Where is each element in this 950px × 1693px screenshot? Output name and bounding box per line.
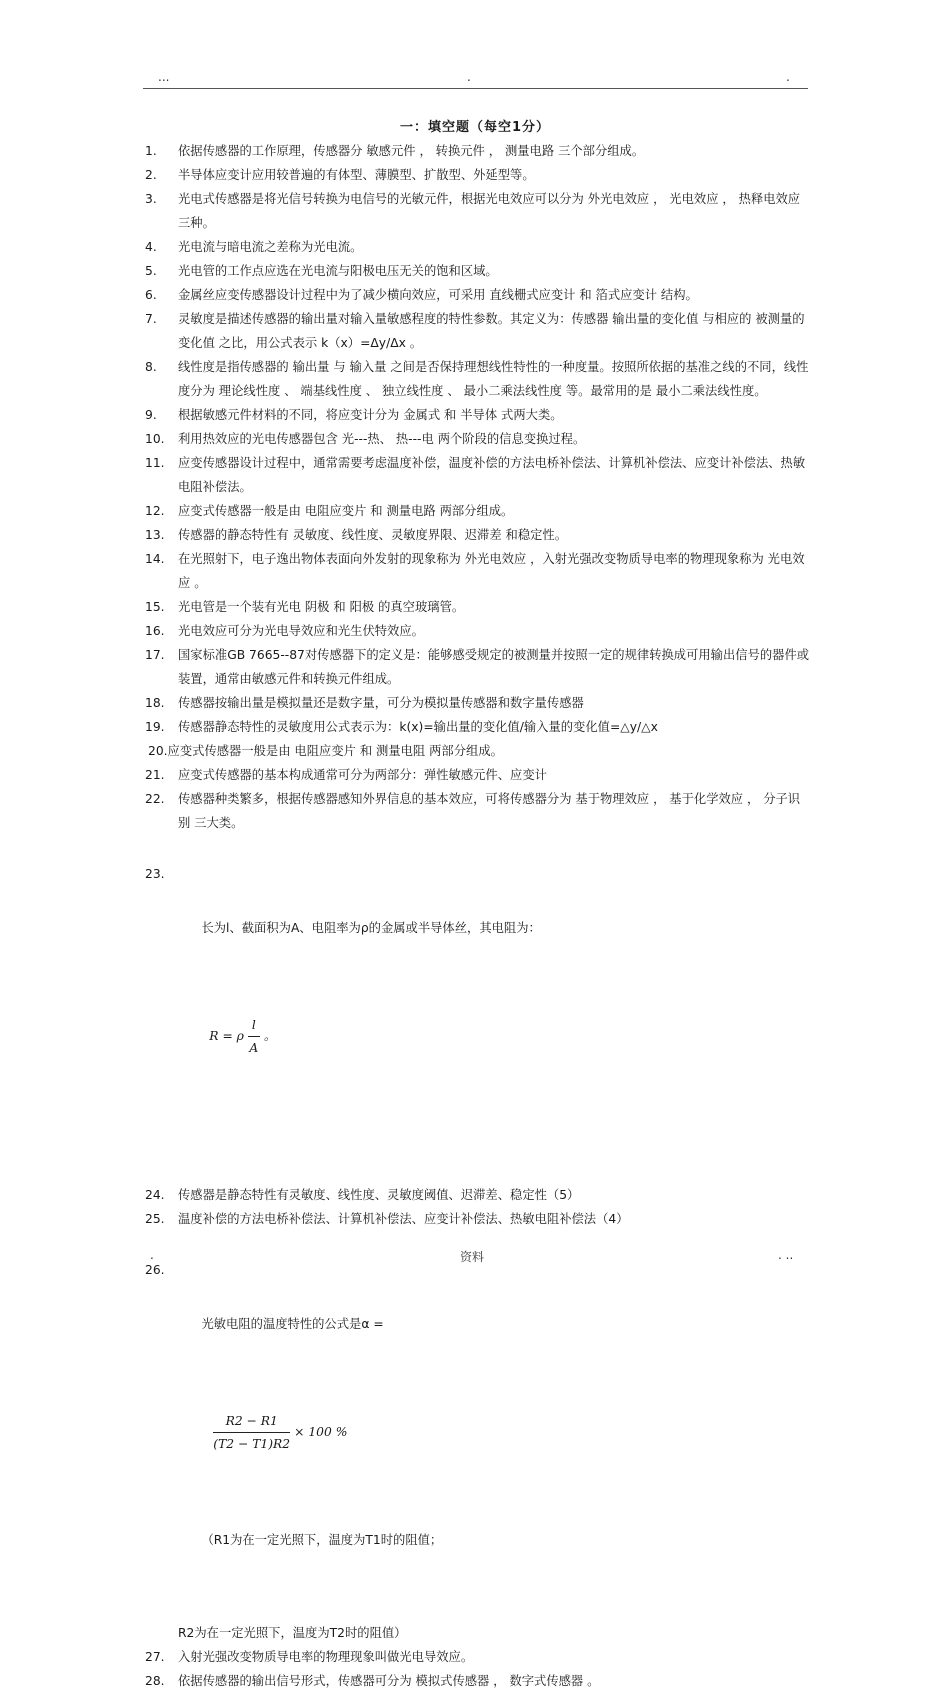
question-text: 入射光强改变物质导电率的物理现象叫做光电导效应。 bbox=[178, 1650, 474, 1664]
formula-denominator: (T2 − T1)R2 bbox=[213, 1437, 291, 1451]
temperature-coefficient-formula bbox=[178, 1414, 348, 1493]
question-number: 19. bbox=[145, 720, 165, 734]
question-number: 1. bbox=[145, 144, 157, 158]
question-item bbox=[0, 187, 950, 235]
question-text: 长为l、截面积为A、电阻率为ρ的金属或半导体丝，其电阻为： bbox=[201, 921, 541, 935]
question-text: 应变传感器设计过程中，通常需要考虑温度补偿，温度补偿的方法电桥补偿法、计算机补偿法、应变计补偿法、热敏电阻补偿法。 bbox=[178, 456, 806, 494]
question-item bbox=[0, 715, 950, 739]
formula-multiplier: × 100 % bbox=[294, 1425, 348, 1439]
question-text: 光敏电阻的温度特性的公式是α = bbox=[201, 1317, 384, 1331]
question-number: 4. bbox=[145, 240, 157, 254]
question-item bbox=[0, 307, 950, 355]
question-number: 11. bbox=[145, 456, 165, 470]
question-text: 金属丝应变传感器设计过程中为了减少横向效应，可采用 直线栅式应变计 和 箔式应变计 结构。 bbox=[178, 288, 698, 302]
question-item bbox=[0, 1621, 950, 1645]
formula-end: 。 bbox=[263, 1029, 277, 1043]
question-item bbox=[0, 139, 950, 163]
formula-note: （R1为在一定光照下，温度为T1时的阻值； bbox=[201, 1533, 443, 1547]
question-number: 16. bbox=[145, 624, 165, 638]
question-item bbox=[0, 643, 950, 691]
question-item bbox=[0, 1669, 950, 1693]
question-text: 灵敏度是描述传感器的输出量对输入量敏感程度的特性参数。其定义为：传感器 输出量的变化值 与相应的 被测量的变化值 之比，用公式表示 k（x）=Δy/Δx 。 bbox=[178, 312, 805, 350]
question-item bbox=[0, 1645, 950, 1669]
question-number: 24. bbox=[145, 1188, 165, 1202]
question-item bbox=[0, 847, 950, 1171]
footer-mark-right: . .. bbox=[778, 1248, 794, 1262]
question-number: 14. bbox=[145, 552, 165, 566]
question-number: 26. bbox=[145, 1263, 165, 1277]
question-number: 8. bbox=[145, 360, 157, 374]
section-title: 一：填空题（每空1分） bbox=[399, 120, 551, 135]
question-text: R2为在一定光照下，温度为T2时的阻值） bbox=[178, 1626, 407, 1640]
question-text: 光电式传感器是将光信号转换为电信号的光敏元件，根据光电效应可以分为 外光电效应 ， 光电效应 ， 热释电效应 三种。 bbox=[178, 192, 805, 230]
question-number: 21. bbox=[145, 768, 165, 782]
formula-lhs: R = ρ bbox=[209, 1029, 244, 1043]
formula-numerator: R2 − R1 bbox=[213, 1410, 290, 1433]
formula-numerator: l bbox=[248, 1014, 260, 1037]
question-item bbox=[0, 739, 950, 763]
question-text: 20.应变式传感器一般是由 电阻应变片 和 测量电阻 两部分组成。 bbox=[148, 744, 503, 758]
question-number: 12. bbox=[145, 504, 165, 518]
question-item bbox=[0, 523, 950, 547]
question-number: 3. bbox=[145, 192, 157, 206]
header-mark-left: ... bbox=[158, 70, 170, 84]
question-number: 9. bbox=[145, 408, 157, 422]
question-item bbox=[0, 595, 950, 619]
question-text: 根据敏感元件材料的不同，将应变计分为 金属式 和 半导体 式两大类。 bbox=[178, 408, 563, 422]
question-item bbox=[0, 691, 950, 715]
question-text: 应变式传感器的基本构成通常可分为两部分：弹性敏感元件、应变计 bbox=[178, 768, 547, 782]
question-text: 传感器静态特性的灵敏度用公式表示为：k(x)=输出量的变化值/输入量的变化值=△y/△x bbox=[178, 720, 658, 734]
question-text: 国家标准GB 7665--87对传感器下的定义是：能够感受规定的被测量并按照一定的规律转换成可用输出信号的器件或装置，通常由敏感元件和转换元件组成。 bbox=[178, 648, 810, 686]
question-number: 17. bbox=[145, 648, 165, 662]
question-item bbox=[0, 259, 950, 283]
question-item bbox=[0, 1207, 950, 1231]
resistance-formula bbox=[178, 1018, 277, 1097]
header-mark-center: . bbox=[467, 70, 471, 84]
question-text: 传感器种类繁多，根据传感器感知外界信息的基本效应，可将传感器分为 基于物理效应 ， 基于化学效应 ， 分子识别 三大类。 bbox=[178, 792, 801, 830]
footer-label: 资料 bbox=[460, 1250, 485, 1264]
question-number: 18. bbox=[145, 696, 165, 710]
question-item bbox=[0, 163, 950, 187]
question-number: 23. bbox=[145, 867, 165, 881]
question-item bbox=[0, 355, 950, 403]
question-item bbox=[0, 1183, 950, 1207]
question-item bbox=[0, 1243, 950, 1621]
header-rule bbox=[143, 88, 808, 89]
question-number: 5. bbox=[145, 264, 157, 278]
question-item bbox=[0, 283, 950, 307]
question-item bbox=[0, 403, 950, 427]
question-number: 15. bbox=[145, 600, 165, 614]
question-text: 传感器是静态特性有灵敏度、线性度、灵敏度阈值、迟滞差、稳定性（5） bbox=[178, 1188, 580, 1202]
question-number: 28. bbox=[145, 1674, 165, 1688]
question-text: 传感器按输出量是模拟量还是数字量，可分为模拟量传感器和数字量传感器 bbox=[178, 696, 584, 710]
question-text: 光电流与暗电流之差称为光电流。 bbox=[178, 240, 363, 254]
formula-fraction bbox=[213, 1410, 290, 1455]
question-text: 光电效应可分为光电导效应和光生伏特效应。 bbox=[178, 624, 424, 638]
question-text: 利用热效应的光电传感器包含 光---热、 热---电 两个阶段的信息变换过程。 bbox=[178, 432, 586, 446]
question-number: 27. bbox=[145, 1650, 165, 1664]
question-text: 依据传感器的工作原理，传感器分 敏感元件 ， 转换元件 ， 测量电路 三个部分组成。 bbox=[178, 144, 645, 158]
question-number: 7. bbox=[145, 312, 157, 326]
question-number: 2. bbox=[145, 168, 157, 182]
question-number: 22. bbox=[145, 792, 165, 806]
question-number: 25. bbox=[145, 1212, 165, 1226]
question-text: 传感器的静态特性有 灵敏度、线性度、灵敏度界限、迟滞差 和稳定性。 bbox=[178, 528, 568, 542]
formula-denominator: A bbox=[249, 1041, 259, 1055]
question-item bbox=[0, 763, 950, 787]
question-text: 依据传感器的输出信号形式，传感器可分为 模拟式传感器 ， 数字式传感器 。 bbox=[178, 1674, 600, 1688]
footer-mark-left: . bbox=[150, 1248, 154, 1262]
question-item bbox=[0, 619, 950, 643]
formula-fraction bbox=[248, 1014, 260, 1059]
question-text: 光电管的工作点应选在光电流与阳极电压无关的饱和区域。 bbox=[178, 264, 498, 278]
question-item bbox=[0, 787, 950, 835]
question-item bbox=[0, 547, 950, 595]
question-number: 10. bbox=[145, 432, 165, 446]
question-text: 在光照射下，电子逸出物体表面向外发射的现象称为 外光电效应 ，入射光强改变物质导电率的物理现象称为 光电效应 。 bbox=[178, 552, 805, 590]
question-text: 温度补偿的方法电桥补偿法、计算机补偿法、应变计补偿法、热敏电阻补偿法（4） bbox=[178, 1212, 629, 1226]
question-number: 13. bbox=[145, 528, 165, 542]
question-list bbox=[0, 139, 950, 1693]
question-item bbox=[0, 427, 950, 451]
question-item bbox=[0, 451, 950, 499]
question-text: 应变式传感器一般是由 电阻应变片 和 测量电路 两部分组成。 bbox=[178, 504, 514, 518]
question-text: 线性度是指传感器的 输出量 与 输入量 之间是否保持理想线性特性的一种度量。按照所依据的基准之线的不同，线性度分为 理论线性度 、 端基线性度 、 独立线性度 、 最小二乘法线性度 等。最常用的是 最小二乘法线性度。 bbox=[178, 360, 809, 398]
question-item bbox=[0, 499, 950, 523]
question-text: 半导体应变计应用较普遍的有体型、薄膜型、扩散型、外延型等。 bbox=[178, 168, 535, 182]
header-mark-right: . bbox=[786, 70, 790, 84]
question-text: 光电管是一个装有光电 阴极 和 阳极 的真空玻璃管。 bbox=[178, 600, 465, 614]
question-number: 6. bbox=[145, 288, 157, 302]
question-item bbox=[0, 235, 950, 259]
